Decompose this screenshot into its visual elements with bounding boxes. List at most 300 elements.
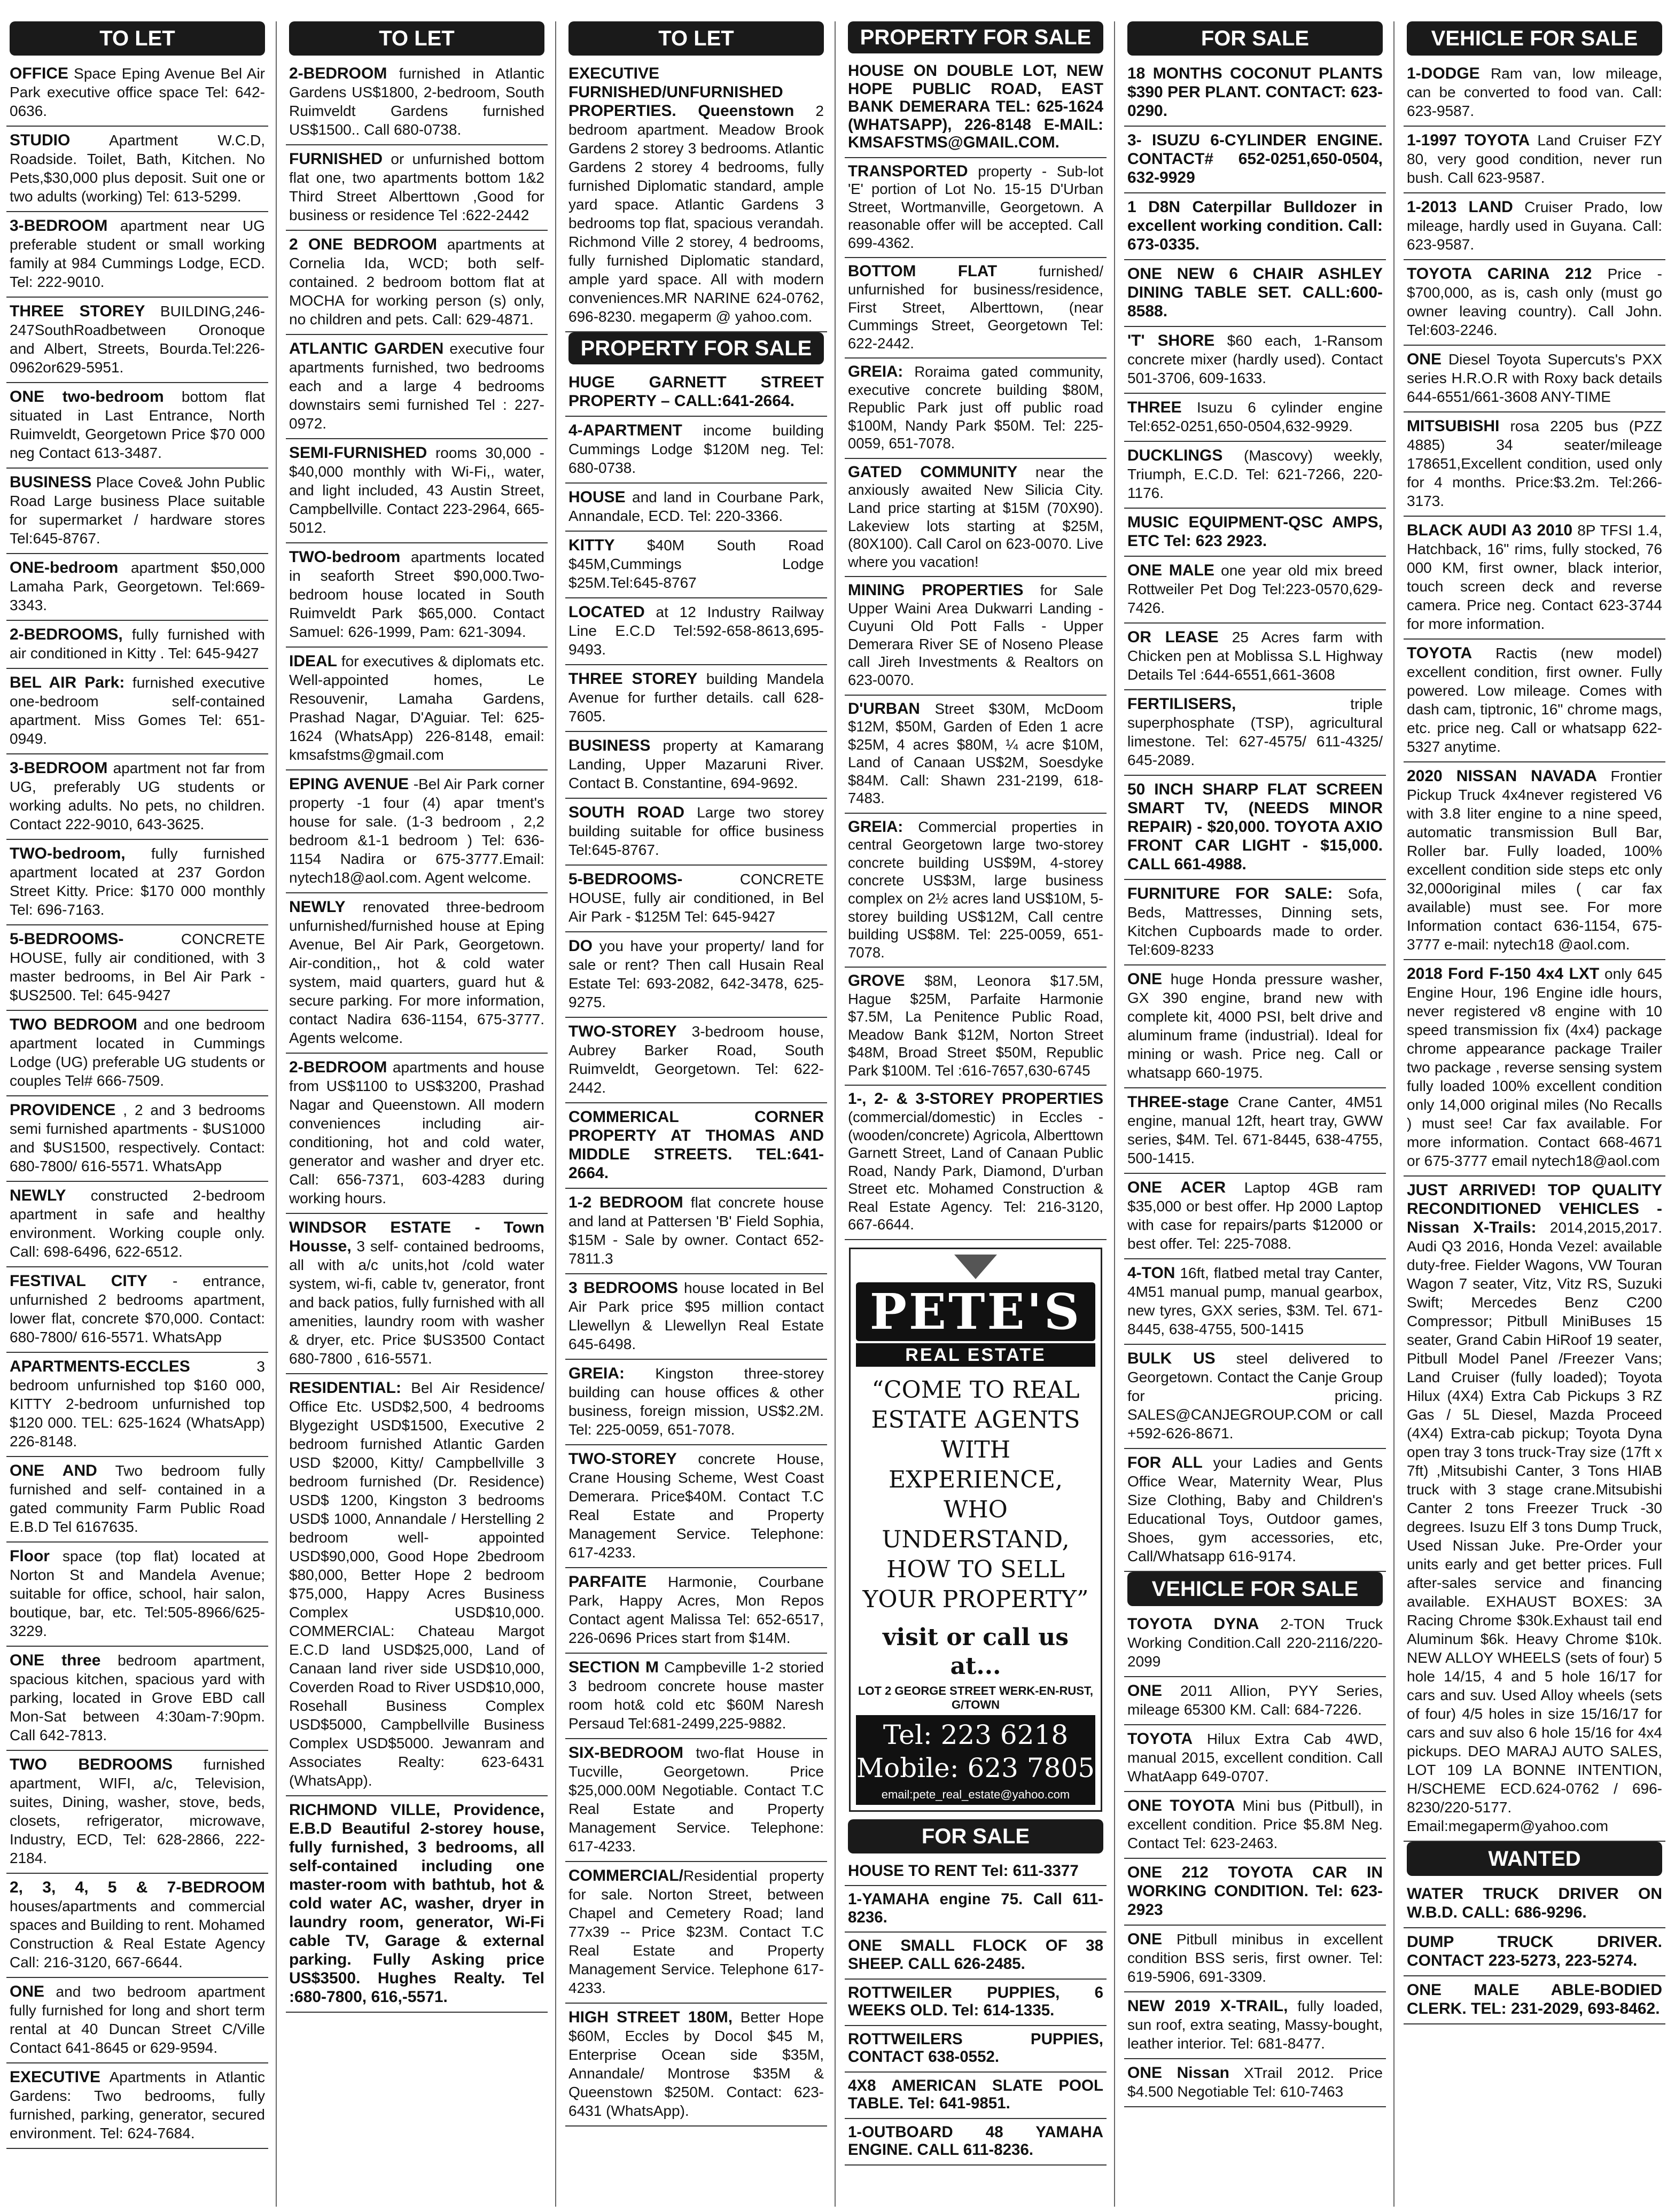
ad-lead: ONE [1127,1930,1163,1948]
ad-text: Two bedroom fully furnished and self- contained in a gated community Farm Public Road E.B.D Tel 6167635. [10,1462,265,1535]
petes-logo: PETE'S [856,1282,1095,1341]
classified-ad [565,799,827,866]
classified-ad [1124,880,1386,965]
classified-ad [845,1086,1107,1240]
ad-text: Space Eping Avenue Bel Air Park executive office space Tel: 642-0636. [10,65,265,119]
ad-text: Street $30M, McDoom $12M, $50M, Garden of Eden 1 acre $25M, 4 acres $80M, ¼ acre $10M, Land of Canaan US$2M, Soesdyke $84M. Call: Shawn 231-2199, 618-7483. [848,700,1103,807]
ad-text: Ram van, low mileage, can be converted to food van. Call: 623-9587. [1407,65,1662,119]
ad-text: furnished apartment, WIFI, a/c, Television, suites, Dining, washer, stove, beds, closets, refrigerator, microwave, Industry, ECD, Tel: 628-2866, 222-2184. [10,1756,265,1866]
classified-ad [1124,1792,1386,1859]
ad-text: CONCRETE HOUSE, fully air conditioned, in Bel Air Park - $125M Tel: 645-9427 [568,871,824,925]
classified-ad [1124,776,1386,880]
ad-text: , 2 and 3 bedrooms semi furnished apartments - $US1000 and $US1500, respectively. Contact: 680-7800/ 616-5571. WhatsApp [10,1102,265,1174]
ad-text: near the anxiously awaited New Silicia City. Land price starting at $15M (70X90). Lakeview lots starting at $25M, (80X100). Call Carol on 623-0070. Live where you vacation! [848,463,1103,570]
ad-text: two-flat House in Tucville, Georgetown. Price $25,000.00M Negotiable. Contact T.C Real Estate and Property Management Service. Telephone: 617-4233. [568,1744,824,1855]
classified-ad [286,1054,548,1214]
ad-lead: 3-BEDROOM [10,217,108,235]
column-to-let-2 [286,21,548,2207]
ad-text: rosa 2205 bus (PZZ 4885) 34 seater/mileage 178651,Excellent condition, used only for 4 months. Price:$3.2m. Tel:266-3173. [1407,418,1662,509]
section-header: TO LET [289,21,544,56]
classified-ad [845,1858,1107,1887]
ad-text: Mini bus (Pitbull), in excellent condition. Price $5.8M Neg. Contact Tel: 623-2463. [1127,1797,1383,1851]
classified-ad [6,1874,268,1978]
ad-lead: TWO-bedroom [289,548,401,566]
classified-ad [1124,442,1386,509]
classified-ad [6,1011,268,1096]
column-divider [1114,21,1115,2207]
classified-ad [565,60,827,332]
ad-lead: DUCKLINGS [1127,447,1223,464]
ad-lead: WATER TRUCK DRIVER ON W.B.D. CALL: 686-9296. [1407,1885,1662,1921]
petes-visit: visit or call us at... [882,1623,1069,1680]
classified-ad [6,1267,268,1353]
ad-text: Laptop 4GB ram $35,000 or best offer. Hp 2000 Laptop with case for repairs/parts $12000 or best offer. Tel: 225-7088. [1127,1179,1383,1252]
ad-text: and land in Courbane Park, Annandale, ECD. Tel: 220-3366. [568,489,824,524]
classified-ad [286,335,548,439]
ad-text: Crane Canter, 4M51 engine, manual 12ft, heart tray, GWW series, $4M. Tel. 671-8445, 638-4755, 500-1415. [1127,1094,1383,1166]
classified-ad [845,1980,1107,2026]
ad-text: $60 each, 1-Ransom concrete mixer (hardly used). Contact 501-3706, 609-1633. [1127,332,1383,386]
ad-lead: THREE STOREY [568,670,698,688]
classified-ad [565,369,827,417]
ad-lead: FOR ALL [1127,1454,1203,1471]
ad-text: furnished executive one-bedroom self-contained apartment. Miss Gomes Tel: 651-0949. [10,674,265,747]
ad-text: bottom flat situated in Last Entrance, North Ruimveldt, Georgetown Price $70 000 neg Contact 613-3487. [10,388,265,461]
ad-lead: GATED COMMUNITY [848,463,1018,481]
ad-text: Ractis (new model) excellent condition, first owner. Fully powered. Low mileage. Comes with dash cam, tiptronic, 16" chrome mags, etc. price neg. Call or whatsapp 622-5327 anytime. [1407,645,1662,755]
classified-ad [1124,1259,1386,1345]
classified-ad [1124,327,1386,394]
ad-lead: BUSINESS [10,473,92,491]
ad-lead: FERTILISERS, [1127,695,1236,713]
ad-text: apartment near UG preferable student or small working family at 984 Cummings Lodge, ECD. Tel: 222-9010. [10,217,265,290]
classified-ad [1404,346,1665,412]
ad-lead: 4-APARTMENT [568,422,682,439]
classified-ad [845,58,1107,158]
ad-text: BUILDING,246-247SouthRoadbetween Oronoque and Albert, Streets, Bourda.Tel:226-0962or629-5951. [10,303,265,376]
ad-text: 2011 Allion, PYY Series, mileage 65300 KM. Call: 684-7226. [1127,1683,1383,1718]
ad-text: constructed 2-bedroom apartment in safe and healthy environment. Working couple only. Call: 698-6496, 622-6512. [10,1187,265,1260]
ad-text: house located in Bel Air Park price $95 million contact Llewellyn & Llewellyn Real Estate 645-6498. [568,1280,824,1352]
ad-text: 2 bedroom apartment. Meadow Brook Gardens 2 storey 3 bedrooms. Atlantic Gardens 2 storey 4 bedrooms, fully furnished Diplomatic standard, ample yard space. Atlantic Gardens 3 bedrooms top flat, spacious verandah. Richmond Ville 2 storey, 4 bedrooms, fully furnished Diplomatic standard, ample yard space. All with modern conveniences.MR NARINE 624-0762, 696-8230. megaperm @ yahoo.com. [568,103,824,325]
ad-text: for Sale Upper Waini Area Dukwarri Landing -Cuyuni Old Pott Falls - Upper Demerara River SE of Noseno Please call Jireh Investments & Realtors on 623-0070. [848,582,1103,688]
classified-ad [1124,1449,1386,1572]
petes-real-estate-ad [849,1248,1102,1812]
ad-text: apartments and house from US$1100 to US$3200, Prashad Nagar and Queenstown. All modern conveniences including air-conditioning, hot and cold water, generator and washer and dryer etc. Call: 656-7371, 603-4283 during working hours. [289,1059,544,1206]
ad-lead: GREIA: [568,1365,625,1382]
ad-text: and one bedroom apartment located in Cummings Lodge (UG) preferable UG students or couples Tel# 666-7509. [10,1016,266,1089]
classified-ad [6,1353,268,1457]
column-divider [555,21,556,2207]
ad-lead: TWO BEDROOMS [10,1756,173,1773]
ad-lead: MITSUBISHI [1407,417,1500,435]
classified-ad [1124,690,1386,776]
ad-text: 3-bedroom house, Aubrey Barker Road, South Ruimveldt, Georgetown. Tel: 622-2442. [568,1023,824,1096]
classified-ad [1124,2059,1386,2107]
ad-lead: 1-DODGE [1407,65,1480,82]
ad-text: triple superphosphate (TSP), agricultural limestone. Tel: 627-4575/ 611-4325/ 645-2089. [1127,696,1383,768]
classified-ad [6,1543,268,1647]
ad-lead: NEWLY [10,1187,66,1204]
ad-lead: 2020 NISSAN NAVADA [1407,767,1598,785]
ad-text: Kingston three-storey building can house offices & other business, foreign mission, US$2.2M. Tel: 225-0059, 651-7078. [568,1365,824,1438]
ad-text: income building Cummings Lodge $120M neg. Tel: 680-0738. [568,422,824,476]
section-header: TO LET [10,21,265,56]
ad-text: 8P TFSI 1.4, Hatchback, 16" rims, fully stocked, 76 000 KM, first owner, black interior, touch screen deck and reverse camera. Price neg. Contact 623-3744 for more information. [1407,522,1662,632]
classified-ad [6,2063,268,2149]
ad-lead: TOYOTA DYNA [1127,1615,1259,1633]
ad-text: Frontier Pickup Truck 4x4never registered V6 with 3.8 liter engine to a nine speed, automatic transmission Bull Bar, Roller bar. Fully loaded, 100% excellent condition side steps etc only 32,000original miles ( car fax available) must see. For more Information contact 636-1154, 675-3777 e-mail: nytech18 @aol.com. [1407,768,1662,953]
classified-ad [1404,1880,1665,1928]
ad-lead: 5-BEDROOMS- [568,870,683,888]
classified-ad [845,968,1107,1086]
ad-lead: ONE AND [10,1462,97,1479]
classified-ad [1404,412,1665,517]
ad-text: bedroom apartment, spacious kitchen, spacious yard with parking, located in Grove EBD call Mon-Sat between 4:30am-7:90pm. Call 642-7813. [10,1652,265,1743]
ad-text: Harmonie, Courbane Park, Happy Acres, Mon Repos Contact agent Malissa Tel: 652-6517, 226-0696 Prices start from $14M. [568,1574,824,1646]
ad-text: (Mascovy) weekly, Triumph, E.C.D. Tel: 621-7266, 220-1176. [1127,447,1383,501]
ad-text: steel delivered to Georgetown. Contact the Canje Group for pricing. SALES@CANJEGROUP.COM or call +592-626-8671. [1127,1350,1383,1442]
ad-lead: TWO-bedroom, [10,845,126,862]
ad-text: you have your property/ land for sale or rent? Then call Husain Real Estate Tel: 693-2082, 642-3478, 625-9275. [568,938,824,1010]
classified-ad [286,893,548,1054]
ad-text: Better Hope $60M, Eccles by Docol $45 M, Enterprise Ocean side $35M, Annandale/ Montrose $35M & Queenstown $250M. Contact: 623-6431 (WhatsApp). [568,2009,824,2119]
ad-lead: 3 BEDROOMS [568,1279,678,1297]
ad-lead: FESTIVAL CITY [10,1272,148,1290]
classified-ad [845,577,1107,695]
ad-lead: ONE ACER [1127,1179,1226,1196]
ad-text: apartment not far from UG, preferably UG students or working adults. No pets, no children. Contact 222-9010, 643-3625. [10,760,265,832]
ad-lead: 50 INCH SHARP FLAT SCREEN SMART TV, (NEEDS MINOR REPAIR) - $20,000. TOYOTA AXIO FRONT CAR LIGHT - $15,000. CALL 661-4988. [1127,781,1383,873]
classified-ad [845,459,1107,577]
ad-lead: MINING PROPERTIES [848,581,1024,599]
section-header-for-sale: FOR SALE [848,1819,1103,1853]
classified-ad [1124,1088,1386,1174]
ad-text: apartments at Cornelia Ida, WCD; both self-contained. 2 bedroom bottom flat at MOCHA for working person (s) only, no children and pets. Call: 629-4871. [289,236,545,328]
classified-ad [1404,640,1665,762]
ad-lead: 1-1997 TOYOTA [1407,131,1530,149]
ad-lead: PARFAITE [568,1573,647,1591]
ad-lead: DUMP TRUCK DRIVER. CONTACT 223-5273, 223-5274. [1407,1933,1662,1969]
ad-text: Apartment W.C.D, Roadside. Toilet, Bath, Kitchen. No Pets,$30,000 plus deposit. Suit one or two adults (working) Tel: 613-5299. [10,132,265,205]
classified-ad [845,1886,1107,1933]
ad-lead: ONE three [10,1652,101,1669]
ad-lead: TOYOTA [1407,644,1473,662]
ad-text: huge Honda pressure washer, GX 390 engine, brand new with complete kit, 4000 PSI, belt drive and aluminum frame (industrial). Ideal for mining or wash. Price neg. Call or whatsapp 660-1975. [1127,971,1383,1081]
classified-ad [6,1182,268,1267]
classified-ad [565,1739,827,1862]
ad-text: - entrance, unfurnished 2 bedrooms apartment, lower flat, concrete $70,000. Contact: 680-7800/ 616-5571. WhatsApp [10,1273,265,1345]
ad-text: CONCRETE HOUSE, fully air conditioned, with 3 master bedrooms, in Bel Air Park - $US2500. Tel: 645-9427 [10,931,265,1003]
ad-lead: ONE MALE [1127,562,1214,579]
ad-lead: 4X8 AMERICAN SLATE POOL TABLE. Tel: 641-9851. [848,2076,1103,2113]
ad-text: fully loaded, sun roof, extra seating, Massy-bought, leather interior. Tel: 681-8477. [1127,1998,1383,2052]
ad-lead: ONE [1127,970,1163,988]
ad-lead: ONE two-bedroom [10,388,164,406]
classified-ad [1124,509,1386,557]
ad-text: one year old mix breed Rottweiler Pet Dog Tel:223-0570,629-7426. [1127,562,1383,616]
ad-text: houses/apartments and commercial spaces and Building to rent. Mohamed Construction & Real Estate Agency Call: 216-3120, 667-6644. [10,1898,265,1970]
petes-phone-box [856,1715,1095,1788]
ad-text: Price - $700,000, as is, cash only (must go owner leaving country). Call John. Tel:603-2246. [1407,266,1662,338]
column-divider [276,21,277,2207]
ad-lead: D'URBAN [848,699,920,718]
ad-lead: THREE STOREY [10,302,145,320]
classified-ad [565,417,827,484]
ad-text: concrete House, Crane Housing Scheme, West Coast Demerara. Price$40M. Contact T.C Real Estate and Property Management Service. Telephone: 617-4233. [568,1451,824,1561]
ad-lead: 1-YAMAHA engine 75. Call 611-8236. [848,1890,1103,1926]
ad-lead: 18 MONTHS COCONUT PLANTS $390 PER PLANT. CONTACT: 623-0290. [1127,65,1383,120]
ad-text: at 12 Industry Railway Line E.C.D Tel:592-658-8613,695-9493. [568,604,824,658]
classified-ad [6,1751,268,1874]
classified-ad [565,1445,827,1568]
ad-text: Commercial properties in central Georgetown large two-storey concrete building US$9M, 4-storey concrete US$3M, large business complex on 2½ acres land US$10M, 5-storey building US$12M, Call centre building US$8M. Tel: 225-0059, 651-7078. [848,818,1103,961]
ad-text: Hilux Extra Cab 4WD, manual 2015, excellent condition. Call WhatAapp 649-0707. [1127,1731,1383,1785]
ad-lead: BOTTOM FLAT [848,262,998,281]
ad-text: Apartments in Atlantic Gardens: Two bedrooms, fully furnished, parking, generator, secured environment. Tel: 624-7684. [10,2069,265,2141]
classified-ad [286,145,548,231]
ad-text: Bel Air Residence/ Office Etc. USD$2,500, 4 bedrooms Blygezight USD$1500, Executive 2 bedroom furnished Atlantic Garden USD $2000, Kitty/ Campbellville 3 bedroom furnished (Dr. Residence) USD$ 1200, Kingston 3 bedrooms USD$ 1000, Annandale / Herstelling 2 bedroom well- appointed USD$90,000, Good Hope 2bedroom $80,000, Better Hope 2 bedroom $75,000, Happy Acres Business Complex USD$10,000. COMMERCIAL: Chateau Margot E.C.D land USD$25,000, Land of Canaan land river side USD$10,000, Coverden Road to River USD$10,000, Rosehall Business Complex USD$5000, Campbellville Business Complex USD$5000. Jewanram and Associates Realty: 623-6431 (WhatsApp). [289,1380,544,1789]
ad-text: your Ladies and Gents Office Wear, Maternity Wear, Plus Size Clothing, Baby and Children's Educational Toys, Outdoor games, Shoes, gym accessories, etc, Call/Whatsapp 616-9174. [1127,1454,1383,1564]
classified-ad [1124,1610,1386,1677]
ad-text: 25 Acres farm with Chicken pen at Moblissa S.L Highway Details Tel :644-6551,661-3608 [1127,629,1383,683]
classified-ad [286,231,548,335]
ad-lead: MUSIC EQUIPMENT-QSC AMPS, ETC Tel: 623 2923. [1127,513,1383,550]
ad-lead: Floor [10,1547,50,1565]
ad-lead: GROVE [848,972,905,990]
ad-text: only 645 Engine Hour, 196 Engine idle hours, never registered v8 engine with 10 speed transmission fix (4x4) package chrome appearance package Trailer two package , reverse sensing system fully loaded 100% excellent condition only 14,000 original miles (No Recalls ) must see! Car fax available. For more information. Contact 668-4671 or 675-3777 email nytech18@aol.com [1407,965,1663,1169]
column-property-for-sale [845,21,1107,2207]
classified-ad [845,158,1107,259]
ad-lead: 4-TON [1127,1264,1175,1282]
ad-lead: TOYOTA [1127,1730,1193,1748]
ad-lead: SECTION M [568,1658,659,1676]
classified-ad [1124,1174,1386,1259]
classified-ad [6,840,268,925]
classified-ad [845,2073,1107,2119]
ad-text: fully furnished apartment located at 237 Gordon Street Kitty. Price: $170 000 monthly Tel: 696-7163. [10,845,265,918]
ad-text: apartments located in seaforth Street $90,000.Two-bedroom house located in South Ruimveldt Park $65,000. Contact Samuel: 626-1999, Pam: 621-3094. [289,549,544,640]
ad-text: (commercial/domestic) in Eccles - (wooden/concrete) Agricola, Alberttown Garnett Street, Land of Canaan Public Road, Nandy Park, Diamond, D'urban Street etc. Mohamed Construction & Real Estate Agency. Tel: 216-3120, 667-6644. [848,1108,1103,1233]
classified-ad [1404,1177,1665,1842]
classified-ad [6,469,268,554]
ad-lead: LOCATED [568,603,645,621]
ad-lead: DO [568,937,593,955]
classified-ad [1404,127,1665,193]
section-header: PROPERTY FOR SALE [848,21,1103,53]
classified-ad [1124,1345,1386,1449]
ad-lead: 1-OUTBOARD 48 YAMAHA ENGINE. CALL 611-8236. [848,2123,1103,2159]
classified-ad [1404,1928,1665,1976]
ad-lead: HOUSE [568,488,626,506]
ad-lead: NEWLY [289,898,346,916]
classified-ad [565,1274,827,1360]
ad-text: Large two storey building suitable for office business Tel:645-8767. [568,804,824,858]
ad-lead: COMMERICAL CORNER PROPERTY AT THOMAS AND MIDDLE STREETS. TEL:641-2664. [568,1108,824,1182]
ad-text: Residential property for sale. Norton Street, between Chapel and Cemetery Road; land 77x39 -- Price $23M. Contact T.C Real Estate and Property Management Service. Telephone 617-4233. [568,1867,824,1996]
classified-ad [845,814,1107,968]
classified-ad [565,2004,827,2127]
classified-ad [1124,193,1386,260]
classified-ad [286,770,548,893]
ad-lead: ONE MALE ABLE-BODIED CLERK. TEL: 231-2029, 693-8462. [1407,1981,1662,2018]
ad-lead: ROTTWEILER PUPPIES, 6 WEEKS OLD. Tel: 614-1335. [848,1983,1103,2020]
ad-lead: THREE [1127,399,1182,416]
column-divider [1393,21,1394,2207]
classified-ad [1124,260,1386,327]
classified-ad [6,127,268,212]
ad-lead: TRANSPORTED [848,162,968,180]
ad-text: Diesel Toyota Supercuts's PXX series H.R.O.R with Roxy back details 644-6551/661-3608 ANY-TIME [1407,351,1662,405]
ad-lead: HOUSE ON DOUBLE LOT, NEW HOPE PUBLIC ROAD, EAST BANK DEMERARA TEL: 625-1624 (WHATSAPP), 226-8148 E-MAIL: KMSAFSTMS@GMAIL.COM. [848,62,1103,152]
ad-lead: 1 D8N Caterpillar Bulldozer in excellent working condition. Call: 673-0335. [1127,198,1383,253]
ad-text: 2014,2015,2017. Audi Q3 2016, Honda Vezel: available duty-free. Fielder Wagons, VW Touran Wagon 7 seater, Vitz, Vitz RS, Suzuki Swift; Mercedes Benz C200 Compressor; Pitbull MiniBuses 15 seater, Grand Cabin HiRoof 19 seater, Pitbull Model Panel /Freezer Vans; Land Cruiser (fully loaded); Toyota Hilux (4X4) Extra Cab Pickups 3 RZ Gas / 5L Diesel, Mazda Proceed (4X4) Extra-cab pickup; Toyota Dyna open tray 3 tons truck-Tray size (17ft x 7ft) ,Mitsubishi Canter, 3 Tons HIAB truck with 3 stage crane.Mitsubishi Canter 2 tons Freezer Truck -30 degrees. Isuzu Elf 3 tons Dump Truck, Used Nissan Juke. Pre-Order your units early and get better prices. Full after-sales service and financing available. EXHAUST BOXES: 3A Racing Chrome $30k.Exhaust tail end Aluminum $6k. Heavy Chrome $10k. NEW ALLOY WHEELS (sets of four) 5 hole 14/15, 4 and 5 hole 16/17 for cars and suv. Used Alloy wheels (sets of four) 4/5 holes in size 15/16/17 for cars and suv also 6 hole 15/16 for 4x4 pickups. DEO MARAJ AUTO SALES, LOT 109 LA BONNE INTENTION, H/SCHEME ECD.624-0762 / 696-8230/220-5177. Email:megaperm@yahoo.com [1407,1219,1663,1834]
classified-ad [6,669,268,754]
ad-text: rooms 30,000 - $40,000 monthly with Wi-Fi,, water, and light included, 43 Austin Street, Campbellville. Contact 223-2964, 665-5012. [289,445,544,536]
ad-lead: GREIA: [848,817,903,836]
classified-ad [565,732,827,799]
ad-lead: BUSINESS [568,737,651,754]
ad-text: $8M, Leonora $17.5M, Hague $25M, Parfaite Harmonie $7.5M, La Penitence Public Road, Meadow Bank $12M, Norton Street $48M, Broad Street $50M, Republic Park $100M. Tel :616-7657,630-6745 [848,972,1103,1079]
ad-lead: 1-2013 LAND [1407,198,1513,216]
classified-ad [286,648,548,770]
classified-ad [565,1018,827,1103]
ad-text: and two bedroom apartment fully furnished for long and short term rental at 40 Duncan Street C/Ville Contact 641-8645 or 629-9594. [10,1983,265,2056]
ad-text: Roraima gated community, executive concrete building $80M, Republic Park just off public road $100M, Nandy Park $50M. Tel: 225-0059, 651-7078. [848,363,1103,452]
ad-text: furnished in Atlantic Gardens US$1800, 2-bedroom, South Ruimveldt Gardens furnished US$1500.. Call 680-0738. [289,65,544,138]
ad-text: 2-TON Truck Working Condition.Call 220-2116/220-2099 [1127,1616,1383,1670]
ad-text: renovated three-bedroom unfurnished/furnished house at Eping Avenue, Bel Air Park, Georgetown. Air-condition,, hot & cold water system, maid quarters, guard hut & secure parking. For more information, contact Nadira 636-1154, 675-3777. Agents welcome. [289,899,544,1046]
classified-ad [565,932,827,1018]
ad-lead: ONE [1407,351,1442,368]
column-to-let-1 [6,21,268,2207]
classified-ad [6,754,268,840]
classified-ad [6,383,268,469]
section-header-property-for-sale: PROPERTY FOR SALE [568,332,824,364]
ad-lead: HOUSE TO RENT Tel: 611-3377 [848,1861,1079,1880]
ad-text: Campbeville 1-2 storied 3 bedroom concrete house master room hot& cold etc $60M Naresh Persaud Tel:681-2499,225-9882. [568,1659,824,1732]
classified-ad [565,866,827,932]
ad-lead: ROTTWEILERS PUPPIES, CONTACT 638-0552. [848,2030,1103,2066]
classified-ad [6,925,268,1011]
classified-ad [565,1654,827,1739]
ad-lead: ONE TOYOTA [1127,1797,1235,1814]
ad-lead: BLACK AUDI A3 2010 [1407,521,1573,539]
ad-lead: ATLANTIC GARDEN [289,340,444,357]
ad-lead: STUDIO [10,131,71,149]
ad-text: XTrail 2012. Price $4.500 Negotiable Tel: 610-7463 [1127,2065,1383,2100]
column-for-sale [1124,21,1386,2207]
classified-ad [1404,193,1665,260]
classified-ad [565,1568,827,1654]
ad-text: 16ft, flatbed metal tray Canter, 4M51 manual pump, manual gearbox, new tyres, GXX series, $3M. Tel. 671-8445, 638-4755, 500-1415 [1127,1265,1383,1337]
classified-ad [565,484,827,532]
ad-lead: PROVIDENCE [10,1101,116,1119]
ad-text: property at Kamarang Landing, Upper Mazaruni River. Contact B. Constantine, 694-9692. [568,737,824,791]
classified-ad [1404,960,1665,1177]
ad-lead: BEL AIR Park: [10,674,125,691]
ad-lead: KITTY [568,536,615,554]
ad-text: Sofa, Beds, Mattresses, Dinning sets, Kitchen Cupboards made to order. Tel:609-8233 [1127,885,1383,958]
ad-lead: 1-, 2- & 3-STOREY PROPERTIES [848,1090,1103,1108]
classified-ad [1124,624,1386,690]
ad-text: $40M South Road $45M,Cummings Lodge $25M.Tel:645-8767 [568,537,824,591]
classified-ad [1404,60,1665,127]
classified-ad [6,1096,268,1182]
ad-text: apartment $50,000 Lamaha Park, Georgetown. Tel:669-3343. [10,559,265,613]
ad-lead: 2018 Ford F-150 4x4 LXT [1407,965,1600,983]
ad-lead: GREIA: [848,363,903,381]
ad-lead: EXECUTIVE FURNISHED/UNFURNISHED PROPERTIES. Queenstown [568,65,794,120]
ad-lead: EXECUTIVE [10,2068,101,2086]
classified-ad [565,1862,827,2004]
ad-lead: IDEAL [289,652,337,670]
ad-text: -Bel Air Park corner property -1 four (4) apar tment's house for sale. (1-3 bedroom , 2,2 bedroom &1-1 bedroom ) Tel: 636-1154 Nadira or 675-3777.Email: nytech18@aol.com. Agent welcome. [289,776,545,886]
classified-ad [845,1933,1107,1979]
ad-lead: TOYOTA CARINA 212 [1407,265,1592,283]
ad-lead: TWO-STOREY [568,1450,677,1468]
ad-lead: SIX-BEDROOM [568,1744,684,1762]
classified-ad [1404,1976,1665,2024]
ad-lead: FURNISHED [289,150,383,168]
ad-lead: 2 ONE BEDROOM [289,236,438,253]
classified-ad [6,60,268,127]
ad-lead: THREE-stage [1127,1093,1229,1111]
ad-text: Land Cruiser FZY 80, very good condition, never run bush. Call 623-9587. [1407,132,1662,186]
classified-ad [1404,517,1665,640]
classified-ad [565,532,827,598]
ad-text: for executives & diplomats etc. Well-appointed homes, Le Resouvenir, Lamaha Gardens, Prashad Nagar, D'Aguiar. Tel: 625-1624 (WhatsApp) 226-8148, email: kmsafstms@gmail.com [289,653,544,763]
petes-email: email:pete_real_estate@yahoo.com [856,1788,1095,1805]
ad-lead: RICHMOND VILLE, Providence, E.B.D Beautiful 2-storey house, fully furnished, 3 bedrooms, all self-contained including one master-room with bathtub, hot & cold water AC, washer, dryer in laundry room, generator, Wi-Fi cable TV, Garage & external parking. Fully Asking price US$3500. Hughes Realty. Tel :680-7800, 616,-5571. [289,1801,544,2006]
classified-ad [6,212,268,298]
classified-ad [1124,965,1386,1088]
column-vehicle-for-sale [1404,21,1665,2207]
petes-logo-subtitle: REAL ESTATE [856,1343,1095,1367]
classified-ad [565,598,827,665]
column-divider [835,21,836,2207]
classified-ad [1124,60,1386,127]
ad-text: flat concrete house and land at Pattersen 'B' Field Sophia, $15M - Sale by owner. Contact 652-7811.3 [568,1194,824,1267]
ad-lead: HUGE GARNETT STREET PROPERTY – CALL:641-2664. [568,373,824,410]
classified-ad [565,1360,827,1445]
ad-lead: 2-BEDROOMS, [10,626,123,643]
ad-text: or unfurnished bottom flat one, two apartments bottom 1&2 Third Street Alberttown ,Good for business or residence Tel :622-2442 [289,151,544,223]
classified-ad [6,621,268,669]
ad-lead: 5-BEDROOMS- [10,930,124,948]
classified-ad [845,696,1107,814]
ad-lead: 'T' SHORE [1127,332,1215,349]
column-to-let-3 [565,21,827,2207]
classified-ad [6,554,268,621]
classified-ad [845,258,1107,359]
ad-lead: SOUTH ROAD [568,804,685,821]
ad-lead: 3- ISUZU 6-CYLINDER ENGINE. CONTACT# 652-0251,650-0504, 632-9929 [1127,131,1383,186]
petes-tel: Tel: 223 6218 [883,1719,1069,1750]
ad-text: space (top flat) located at Norton St and Mandela Avenue; suitable for office, school, hair salon, boutique, bar, etc. Tel:505-8966/625-3229. [10,1548,265,1639]
classified-ad [286,439,548,543]
ad-lead: ONE 212 TOYOTA CAR IN WORKING CONDITION. Tel: 623-2923 [1127,1864,1383,1919]
classified-ad [565,665,827,732]
classified-ad [565,1189,827,1274]
ad-text: Place Cove& John Public Road Large business Place suitable for supermarket / hardware stores Tel:645-8767. [10,474,265,547]
ad-text: furnished/ unfurnished for business/residence, First Street, Alberttown, (near Cummings Street, Georgetown Tel: 622-2442. [848,263,1103,352]
ad-lead: OR LEASE [1127,628,1219,646]
classified-ad [1124,557,1386,624]
ad-lead: 2, 3, 4, 5 & 7-BEDROOM [10,1879,265,1896]
ad-text: Cruiser Prado, low mileage, hardly used in Guyana. Call: 623-9587. [1407,199,1662,253]
arrow-down-icon [954,1255,997,1279]
